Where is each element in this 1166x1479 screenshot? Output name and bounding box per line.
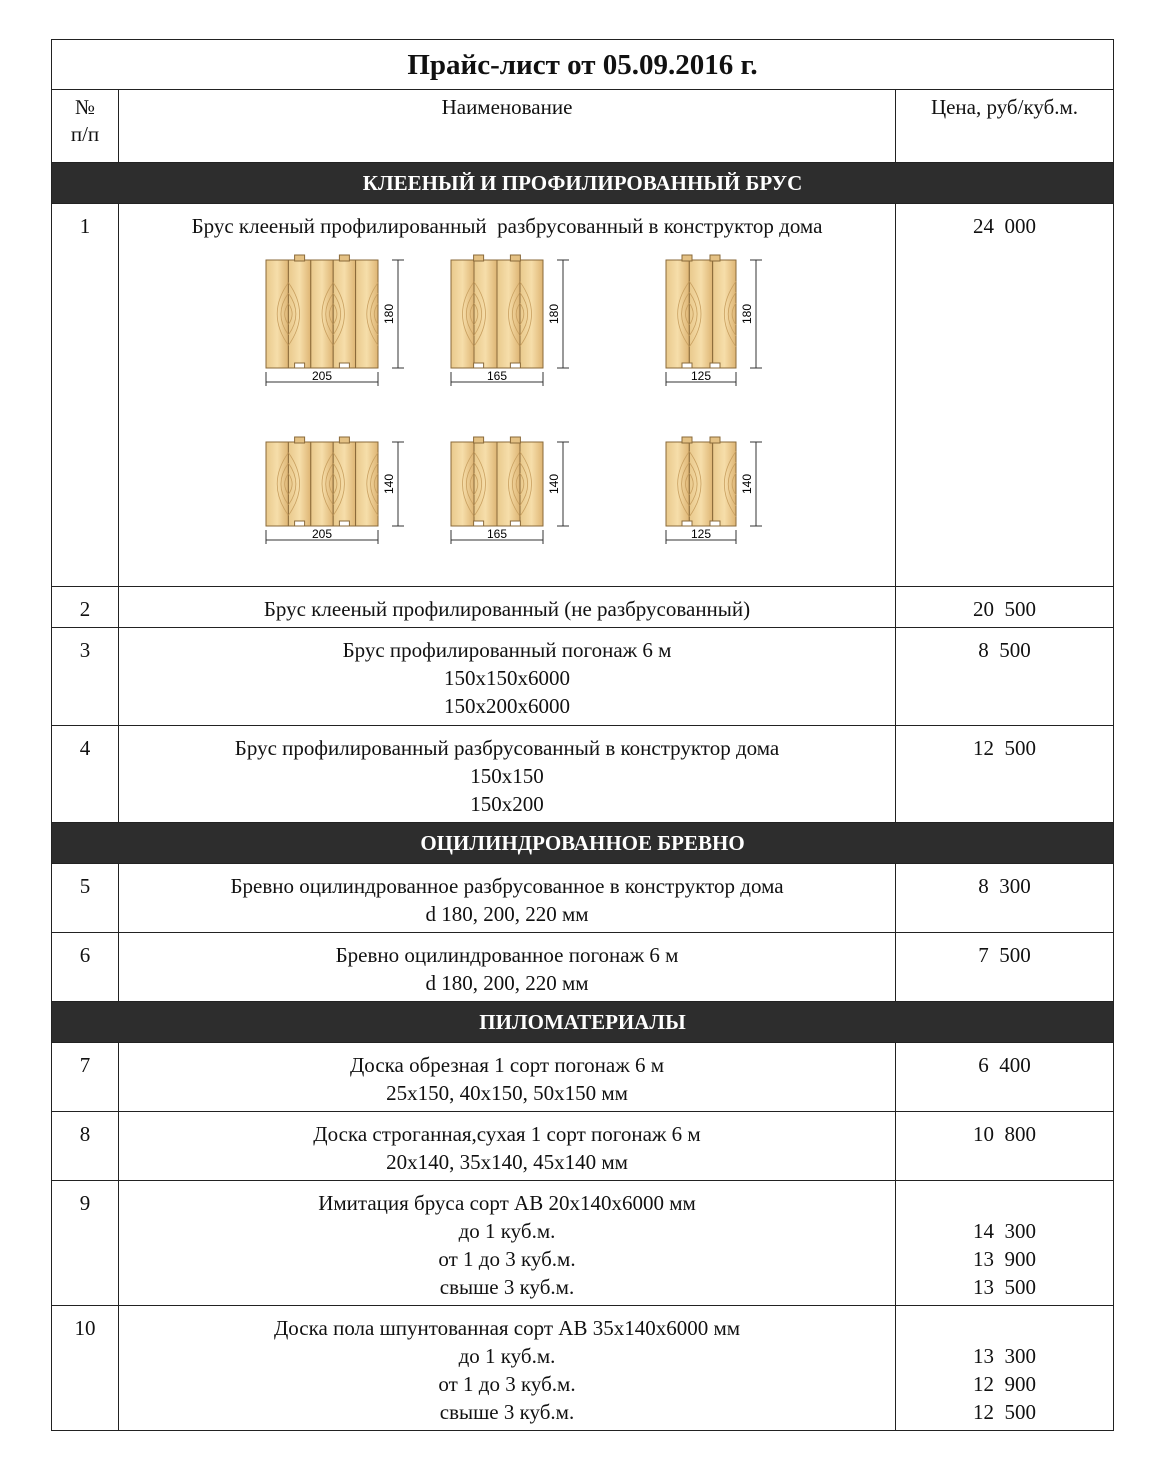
- row-number: 2: [52, 587, 119, 628]
- beam-height-label: 140: [547, 473, 561, 495]
- name-line: до 1 куб.м.: [458, 1219, 556, 1243]
- table-row: [52, 864, 1114, 933]
- header-price: Цена, руб/куб.м.: [896, 90, 1114, 163]
- row-number: 3: [52, 628, 119, 726]
- price-line: 12 500: [973, 1400, 1036, 1424]
- table-row: [52, 628, 1114, 726]
- name-line: 25х150, 40х150, 50х150 мм: [386, 1081, 628, 1105]
- row-price: [896, 1306, 1114, 1431]
- name-line: d 180, 200, 220 мм: [425, 971, 589, 995]
- name-line: Бревно оцилиндрованное погонаж 6 м: [335, 943, 679, 967]
- price-line: 6 400: [978, 1053, 1031, 1077]
- name-line: от 1 до 3 куб.м.: [438, 1372, 576, 1396]
- name-line: 150х150х6000: [444, 666, 570, 690]
- row-number: 10: [52, 1306, 119, 1431]
- header-num: № п/п: [52, 90, 119, 163]
- beam-profile-icon: [449, 436, 581, 560]
- table-row: [52, 1306, 1114, 1431]
- row-number: 6: [52, 933, 119, 1002]
- row-name: [119, 726, 896, 823]
- beam-profile: [449, 254, 581, 402]
- section-title: ОЦИЛИНДРОВАННОЕ БРЕВНО: [52, 823, 1114, 864]
- table-row: [52, 587, 1114, 628]
- row-number: 7: [52, 1043, 119, 1112]
- table-header: [52, 90, 1114, 163]
- row-name: [119, 1181, 896, 1306]
- row-name: [119, 587, 896, 628]
- row-price: [896, 1181, 1114, 1306]
- price-line: 20 500: [973, 597, 1036, 621]
- row-name: [119, 933, 896, 1002]
- name-line: Доска строганная,сухая 1 сорт погонаж 6 м: [313, 1122, 701, 1146]
- row-number: 1: [52, 204, 119, 587]
- name-line: Брус клееный профилированный (не разбрусованный): [263, 597, 751, 621]
- name-line: Доска обрезная 1 сорт погонаж 6 м: [349, 1053, 665, 1077]
- name-line: d 180, 200, 220 мм: [425, 902, 589, 926]
- price-line: 14 300: [973, 1219, 1036, 1243]
- price-list-table: [51, 39, 1114, 1431]
- table-row: [52, 726, 1114, 823]
- name-line: Имитация бруса сорт АВ 20х140х6000 мм: [318, 1191, 696, 1215]
- name-line: до 1 куб.м.: [458, 1344, 556, 1368]
- price-line: 13 900: [973, 1247, 1036, 1271]
- beam-height-label: 180: [382, 303, 396, 325]
- beam-profiles: [119, 246, 895, 586]
- name-line: свыше 3 куб.м.: [439, 1400, 575, 1424]
- beam-profile: [264, 254, 416, 402]
- name-line: 20х140, 35х140, 45х140 мм: [386, 1150, 628, 1174]
- price-line: [896, 1189, 1113, 1217]
- section-header: [52, 823, 1114, 864]
- beam-profile-icon: [264, 436, 416, 560]
- name-line: Брус профилированный разбрусованный в конструктор дома: [234, 736, 780, 760]
- row-name: [119, 1306, 896, 1431]
- name-line: 150х150: [470, 764, 544, 788]
- row-name: [119, 628, 896, 726]
- beam-height-label: 180: [740, 303, 754, 325]
- table-row: [52, 1181, 1114, 1306]
- row-number: 4: [52, 726, 119, 823]
- row-name: [119, 204, 896, 587]
- beam-width-label: 165: [486, 369, 508, 383]
- name-line: Брус профилированный погонаж 6 м: [342, 638, 672, 662]
- beam-profile-icon: [449, 254, 581, 402]
- name-line: 150х200: [470, 792, 544, 816]
- row-name: [119, 864, 896, 933]
- name-line: Доска пола шпунтованная сорт АВ 35х140х6000 мм: [273, 1316, 741, 1340]
- beam-profile: [264, 436, 416, 560]
- row-number: 5: [52, 864, 119, 933]
- beam-profile: [664, 436, 774, 560]
- row-price: [896, 587, 1114, 628]
- section-title: КЛЕЕНЫЙ И ПРОФИЛИРОВАННЫЙ БРУС: [52, 163, 1114, 204]
- beam-profile-icon: [264, 254, 416, 402]
- row-price: [896, 1043, 1114, 1112]
- beam-height-label: 140: [740, 473, 754, 495]
- row-number: 8: [52, 1112, 119, 1181]
- row-name: [119, 1112, 896, 1181]
- beam-profile-icon: [664, 436, 774, 560]
- price-line: 13 300: [973, 1344, 1036, 1368]
- beam-profile: [664, 254, 774, 402]
- price-line: 10 800: [973, 1122, 1036, 1146]
- row-name: [119, 1043, 896, 1112]
- row-price: [896, 204, 1114, 587]
- beam-height-label: 180: [547, 303, 561, 325]
- beam-width-label: 205: [311, 369, 333, 383]
- row-price: [896, 933, 1114, 1002]
- table-row: [52, 204, 1114, 587]
- price-line: [896, 1314, 1113, 1342]
- row-price: [896, 628, 1114, 726]
- table-row: [52, 1112, 1114, 1181]
- name-line: Бревно оцилиндрованное разбрусованное в конструктор дома: [230, 874, 784, 898]
- price-line: 7 500: [978, 943, 1031, 967]
- page-title: Прайс-лист от 05.09.2016 г.: [52, 40, 1114, 90]
- price-line: 8 500: [978, 638, 1031, 662]
- row-number: 9: [52, 1181, 119, 1306]
- beam-width-label: 125: [690, 527, 712, 541]
- beam-profile: [449, 436, 581, 560]
- beam-width-label: 125: [690, 369, 712, 383]
- table-row: [52, 933, 1114, 1002]
- section-header: [52, 163, 1114, 204]
- name-line: свыше 3 куб.м.: [439, 1275, 575, 1299]
- name-line: Брус клееный профилированный разбрусованный в конструктор дома: [191, 214, 823, 238]
- price-line: 13 500: [973, 1275, 1036, 1299]
- header-name: Наименование: [119, 90, 896, 163]
- row-price: [896, 726, 1114, 823]
- beam-height-label: 140: [382, 473, 396, 495]
- section-title: ПИЛОМАТЕРИАЛЫ: [52, 1002, 1114, 1043]
- price-line: 24 000: [973, 214, 1036, 238]
- beam-width-label: 165: [486, 527, 508, 541]
- price-line: 12 900: [973, 1372, 1036, 1396]
- beam-width-label: 205: [311, 527, 333, 541]
- price-line: 8 300: [978, 874, 1031, 898]
- name-line: от 1 до 3 куб.м.: [438, 1247, 576, 1271]
- section-header: [52, 1002, 1114, 1043]
- row-price: [896, 1112, 1114, 1181]
- table-row: [52, 1043, 1114, 1112]
- beam-profile-icon: [664, 254, 774, 402]
- price-line: 12 500: [973, 736, 1036, 760]
- name-line: 150х200х6000: [444, 694, 570, 718]
- row-price: [896, 864, 1114, 933]
